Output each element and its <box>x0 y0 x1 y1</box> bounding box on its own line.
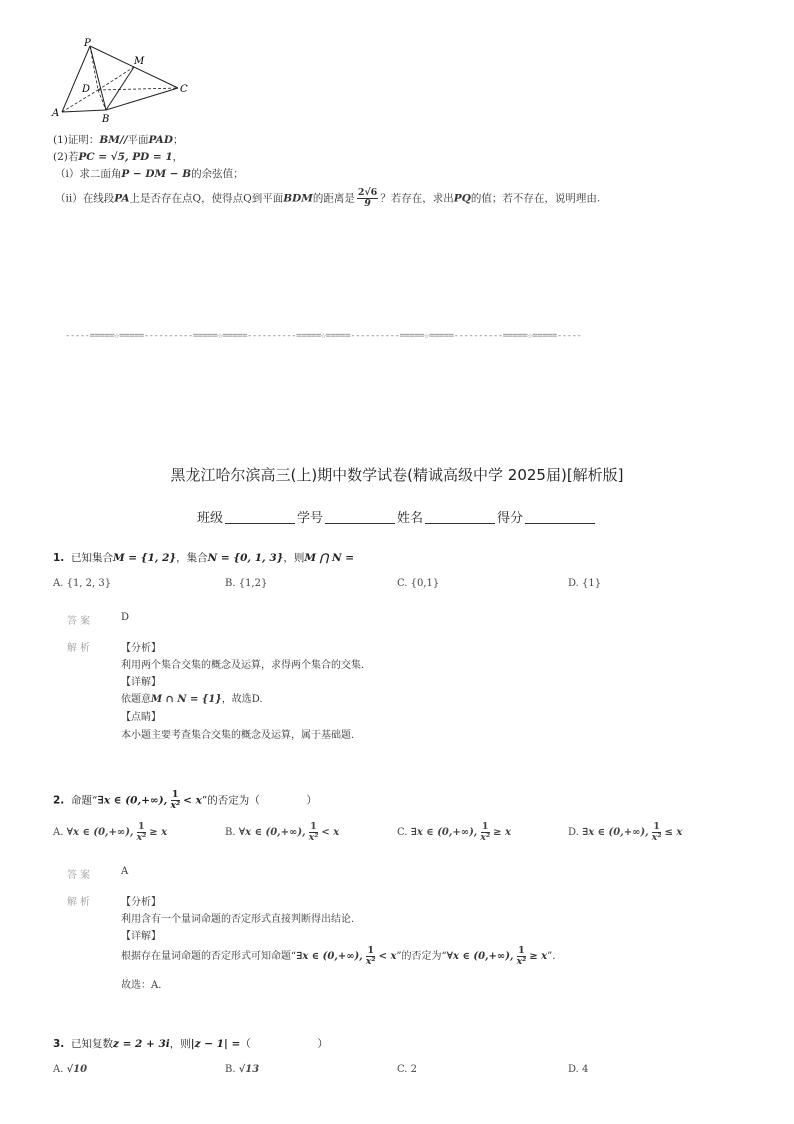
q2-option-a[interactable] <box>53 822 167 843</box>
question-number: 3. <box>53 1038 65 1050</box>
fraction-den: x² <box>480 832 491 843</box>
math: ∃x ∈ (0,+∞), <box>410 827 478 838</box>
fraction <box>651 822 663 843</box>
math: ∃x ∈ (0,+∞), <box>296 951 363 962</box>
q1-option-d[interactable]: D. {1} <box>568 578 602 589</box>
q1-option-a[interactable]: A. {1, 2, 3} <box>53 578 112 589</box>
section-divider: -----=====☆=====----------=====☆=====----------=====☆=====----------=====☆=====----------=====☆=====----- <box>65 331 582 341</box>
fraction-den: x² <box>170 800 181 811</box>
q1-option-b[interactable]: B. {1,2} <box>225 578 268 589</box>
class-label: 班级 <box>196 511 223 526</box>
question-number: 2. <box>53 794 65 807</box>
q2-analysis-t1: 利用含有一个量词命题的否定形式直接判断得出结论. <box>121 914 355 925</box>
fraction-den: x² <box>651 832 662 843</box>
prev-part-ii <box>55 188 600 209</box>
q2-analysis-h2: 【详解】 <box>121 931 161 942</box>
fraction-den: 9 <box>364 198 371 209</box>
math: |z − 1| = <box>190 1038 241 1050</box>
option-label: D. <box>568 827 579 838</box>
text: ） <box>317 1038 329 1050</box>
student-info-fields <box>0 507 794 526</box>
text: ，故选D. <box>221 694 263 705</box>
q1-analysis-t3: 本小题主要考查集合交集的概念及运算，属于基础题. <box>121 730 355 741</box>
math: ∀x ∈ (0,+∞), <box>238 827 306 838</box>
q1-analysis-h3: 【点睛】 <box>121 712 161 723</box>
text: （i）求二面角 <box>55 168 122 180</box>
text: 的值；若不存在，说明理由. <box>470 192 601 205</box>
fraction-den: x² <box>308 832 319 843</box>
fraction-den: x² <box>136 832 147 843</box>
page-title: 黑龙江哈尔滨高三(上)期中数学试卷(精诚高级中学 2025届)[解析版] <box>170 466 624 484</box>
text: 上是否存在点Q，使得点Q到平面 <box>129 192 284 205</box>
math: BDM <box>283 192 313 205</box>
text: ） <box>306 794 317 807</box>
math: √10 <box>66 1064 88 1075</box>
option-label: B. <box>225 1064 236 1075</box>
q2-option-c[interactable] <box>397 822 511 843</box>
math: √13 <box>238 1064 260 1075</box>
fraction <box>308 822 320 843</box>
math: ∃x ∈ (0,+∞), <box>582 827 649 838</box>
option-label: C. <box>397 1064 408 1075</box>
text: ； <box>172 134 184 146</box>
math: ∃x ∈ (0,+∞), <box>97 794 168 807</box>
fraction <box>515 946 527 967</box>
q1-option-c[interactable]: C. {0,1} <box>397 578 440 589</box>
text: ，集合 <box>176 552 208 564</box>
fraction-num: 1 <box>653 821 660 832</box>
vertex-label-c: C <box>180 84 188 95</box>
q1-analysis-h1: 【分析】 <box>121 643 161 654</box>
text: 根据存在量词命题的否定形式可知命题“ <box>121 951 297 962</box>
text: （ii）在线段 <box>55 192 115 205</box>
q2-analysis-h1: 【分析】 <box>121 897 161 908</box>
fraction <box>357 188 378 209</box>
math: < x <box>378 951 397 962</box>
text: ，则 <box>283 552 305 564</box>
q1-analysis-t1: 利用两个集合交集的概念及运算，求得两个集合的交集. <box>121 660 365 671</box>
question-2-stem <box>53 790 317 811</box>
text: 平面 <box>127 134 149 146</box>
math: ≥ x <box>529 951 548 962</box>
name-label: 姓名 <box>397 511 424 526</box>
text: 的距离是 <box>312 192 355 205</box>
math: ≤ x <box>664 827 683 838</box>
prev-part-2 <box>53 150 183 164</box>
fraction-num: 2√6 <box>357 187 378 198</box>
text: （ <box>240 1038 251 1050</box>
option-value: 2 <box>410 1064 418 1075</box>
id-blank[interactable] <box>325 511 395 524</box>
id-label: 学号 <box>296 511 323 526</box>
math: ∀x ∈ (0,+∞), <box>446 951 514 962</box>
fraction-num: 1 <box>310 821 317 832</box>
q3-option-d[interactable] <box>568 1064 588 1075</box>
q2-answer-value: A <box>121 866 129 877</box>
option-label: A. <box>53 827 64 838</box>
fraction-den: x² <box>516 956 527 967</box>
question-3-stem <box>53 1036 328 1051</box>
q2-analysis-t3: 故选：A. <box>121 980 162 991</box>
math: N = {0, 1, 3} <box>207 552 284 564</box>
option-label: D. <box>568 1064 579 1075</box>
math: ≥ x <box>149 827 168 838</box>
text: (1)证明： <box>53 134 100 146</box>
option-label: B. <box>225 827 236 838</box>
q2-option-b[interactable] <box>225 822 339 843</box>
vertex-label-a: A <box>52 108 60 119</box>
vertex-label-p: P <box>84 38 91 49</box>
fraction-num: 1 <box>138 821 145 832</box>
vertex-label-b: B <box>102 114 110 122</box>
q3-option-b[interactable] <box>225 1064 259 1075</box>
score-blank[interactable] <box>525 511 595 524</box>
pyramid-figure <box>50 36 200 122</box>
text: 的余弦值； <box>191 168 244 180</box>
fraction-den: x² <box>365 956 376 967</box>
prev-part-i <box>55 167 244 181</box>
text: ，则 <box>169 1038 191 1050</box>
text: (2)若 <box>53 151 79 163</box>
text: 已知集合 <box>70 552 113 564</box>
vertex-label-d: D <box>82 84 91 95</box>
math: BM// <box>99 134 128 146</box>
text: ”. <box>547 951 556 962</box>
math: ∀x ∈ (0,+∞), <box>66 827 134 838</box>
fraction-num: 1 <box>481 821 489 832</box>
math: < x <box>183 794 202 807</box>
fraction <box>169 790 181 811</box>
math: PA <box>114 192 130 205</box>
fraction-num: 1 <box>171 789 179 800</box>
math: ≥ x <box>493 827 511 838</box>
score-label: 得分 <box>497 511 524 526</box>
prev-part-1 <box>53 133 183 147</box>
q1-answer-label: 答案 <box>67 616 93 627</box>
text: 已知复数 <box>70 1038 113 1050</box>
q3-option-c[interactable] <box>397 1064 417 1075</box>
class-blank[interactable] <box>225 511 295 524</box>
vertex-label-m: M <box>134 56 145 67</box>
text: 依题意 <box>121 694 151 705</box>
fraction <box>135 822 147 843</box>
math: PAD <box>148 134 173 146</box>
option-label: A. <box>53 1064 64 1075</box>
math: M ∩ N = {1} <box>151 694 222 705</box>
math: PQ <box>453 192 471 205</box>
q2-analysis-label: 解析 <box>67 897 93 908</box>
q2-option-d[interactable] <box>568 822 682 843</box>
question-number: 1. <box>53 552 65 564</box>
text: ， <box>172 151 184 163</box>
math: < x <box>321 827 340 838</box>
question-1-stem <box>53 550 354 565</box>
q1-analysis-h2: 【详解】 <box>121 677 161 688</box>
fraction <box>479 822 491 843</box>
option-label: C. <box>397 827 408 838</box>
text: ”的否定为“ <box>396 951 447 962</box>
math: M = {1, 2} <box>112 552 177 564</box>
math: PC = √5, PD = 1 <box>78 151 173 163</box>
q2-answer-label: 答案 <box>67 870 93 881</box>
text: 命题“ <box>70 794 98 807</box>
q1-answer-value: D <box>121 612 130 623</box>
text: ？若存在，求出 <box>380 192 454 205</box>
math: P − DM − B <box>121 168 192 180</box>
name-blank[interactable] <box>425 511 495 524</box>
math: z = 2 + 3i <box>112 1038 170 1050</box>
q1-analysis-label: 解析 <box>67 643 93 654</box>
fraction-num: 1 <box>518 945 525 956</box>
q3-option-a[interactable] <box>53 1064 87 1075</box>
math: M ⋂ N = <box>304 552 355 564</box>
q2-analysis-t2 <box>121 946 555 967</box>
option-value: 4 <box>582 1064 589 1075</box>
q1-analysis-t2 <box>121 690 263 705</box>
text: ”的否定为（ <box>201 794 260 807</box>
fraction <box>365 946 377 967</box>
fraction-num: 1 <box>367 945 374 956</box>
